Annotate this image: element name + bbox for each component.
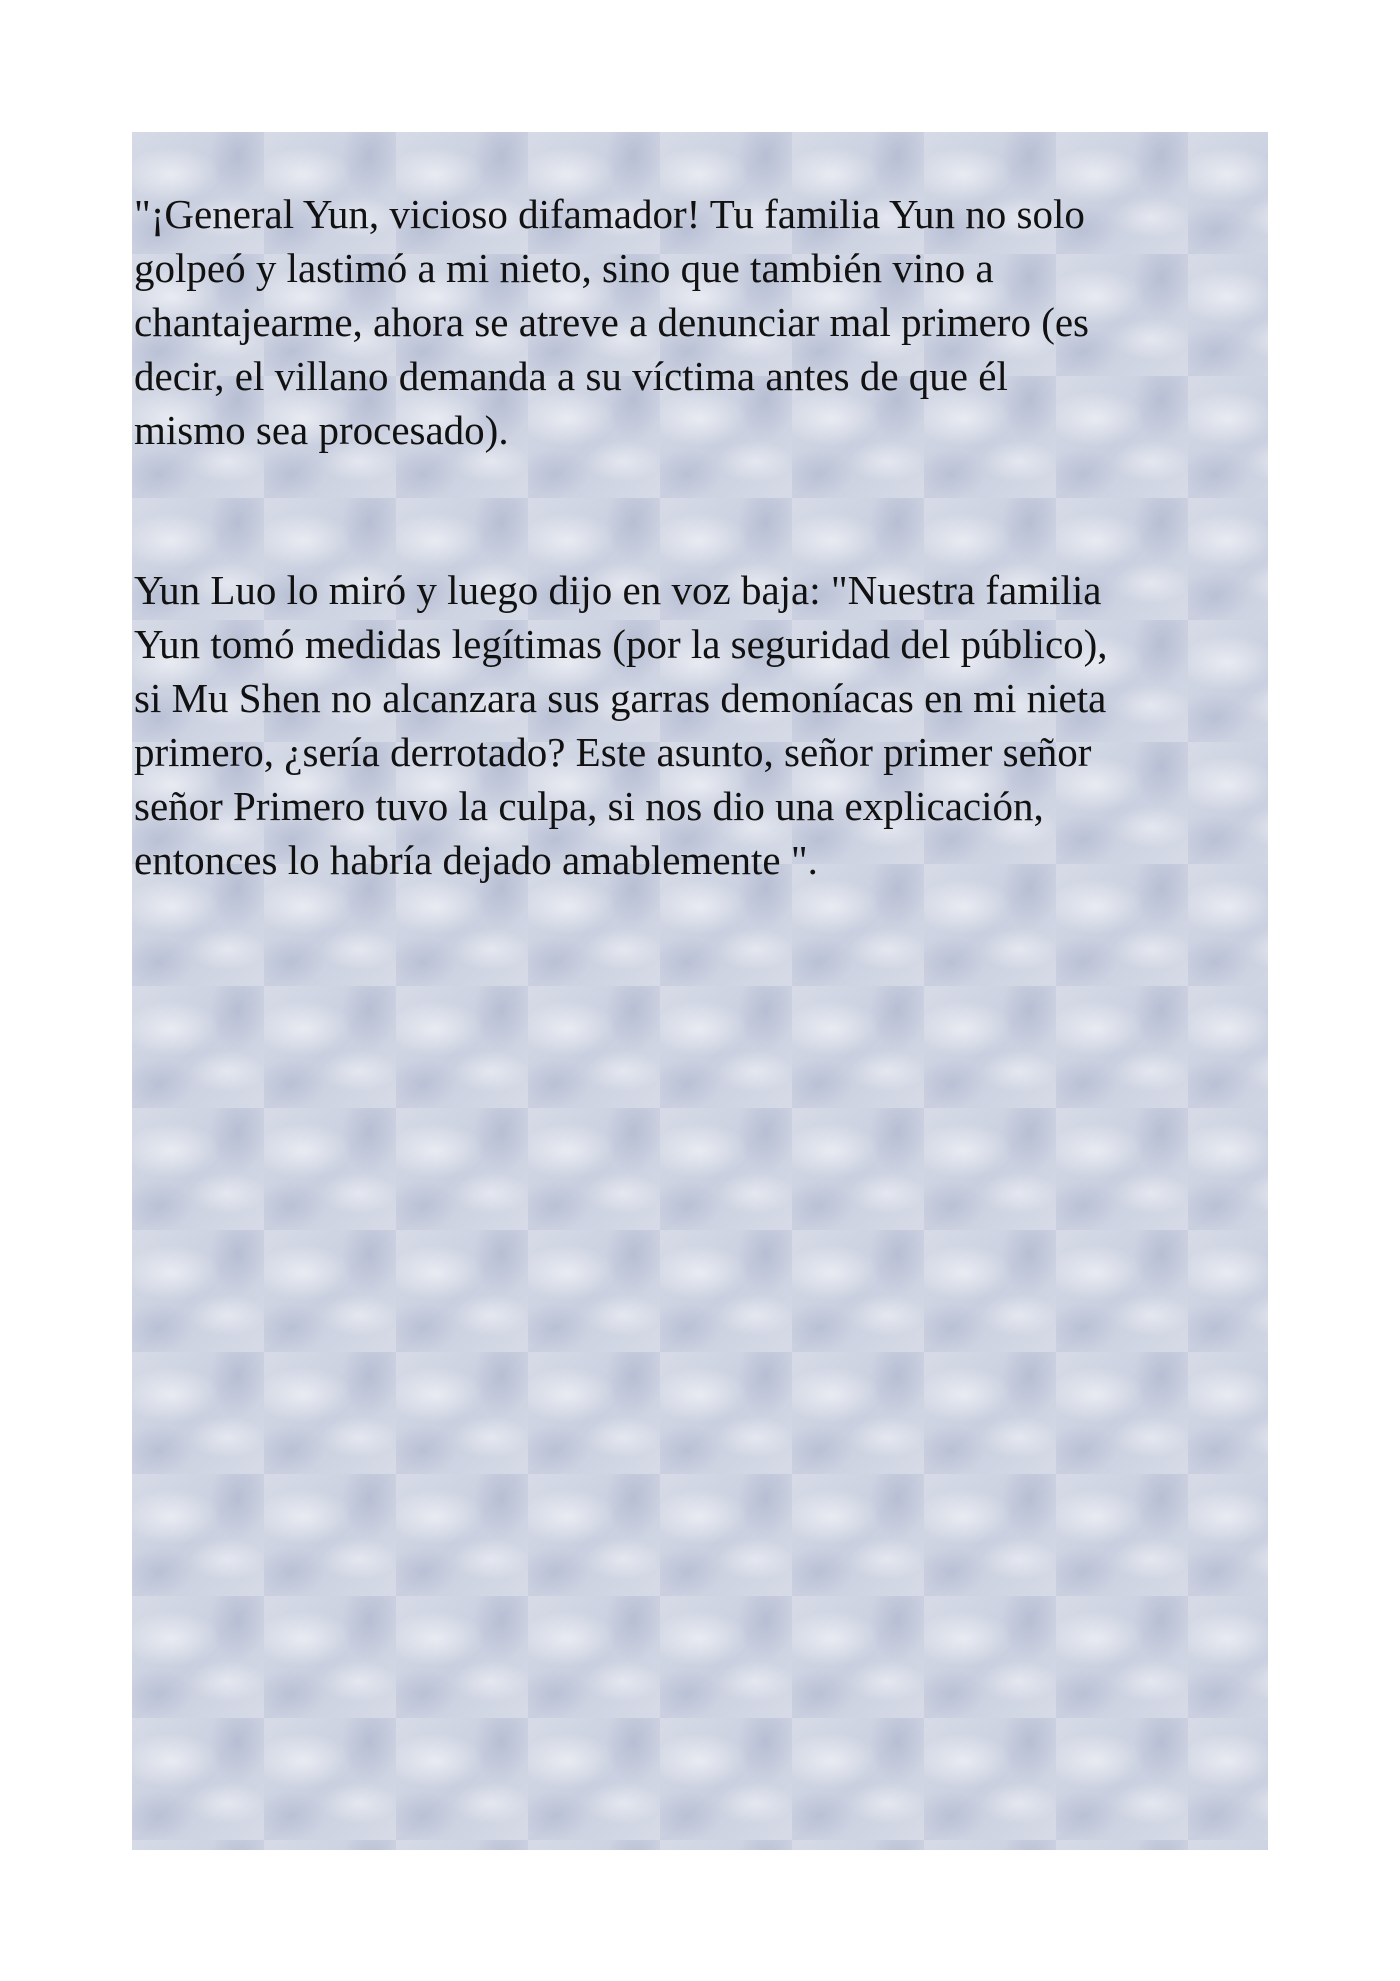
paragraph-2: Yun Luo lo miró y luego dijo en voz baja: "Nuestra familia Yun tomó medidas legítimas (por la seguridad del público), si Mu Shen no alcanzara sus garras demoníacas en mi nieta primero, ¿sería derrotado? Este asunto, señor primer señor señor Primero tuvo la culpa, si nos dio una explicación, entonces lo habría dejado amablemente ". [134, 567, 1108, 883]
paragraph-1: "¡General Yun, vicioso difamador! Tu familia Yun no solo golpeó y lastimó a mi nieto, sino que también vino a chantajearme, ahora se atreve a denunciar mal primero (es decir, el villano demanda a su víctima antes de que él mismo sea procesado). [134, 191, 1090, 453]
textured-page-panel [132, 132, 1268, 1850]
